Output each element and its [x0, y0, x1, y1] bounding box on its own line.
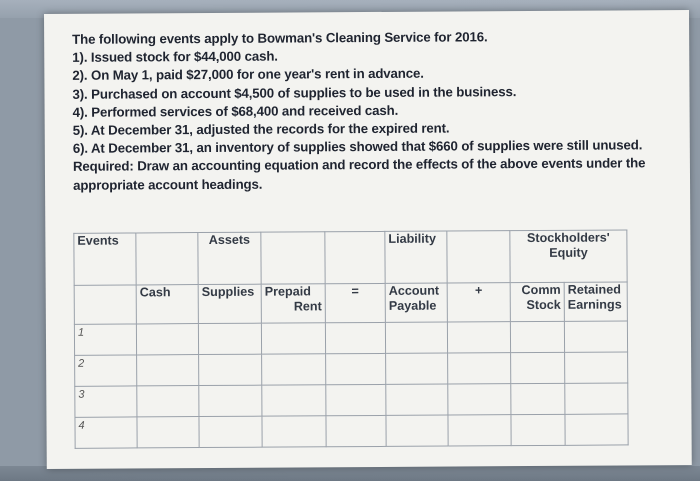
entry-cell[interactable]	[137, 355, 199, 386]
header-assets-label: Assets	[208, 232, 251, 247]
event-number: 2	[78, 357, 85, 370]
table-row	[74, 321, 627, 355]
required-line-2: appropriate account headings.	[72, 176, 263, 193]
worksheet-page	[44, 10, 692, 469]
sub-account-line1: Account	[388, 283, 440, 298]
sub-prepaid-rent	[261, 284, 325, 323]
sub-retained-line1: Retained	[567, 282, 621, 297]
table-row	[75, 352, 628, 386]
entry-cell[interactable]	[385, 322, 447, 353]
entry-cell[interactable]	[198, 323, 261, 354]
event-number: 4	[78, 419, 85, 432]
event-line-3: 3). Purchased on account $4,500 of supplies to be used in the business.	[72, 83, 517, 102]
sub-account-payable	[385, 283, 447, 322]
sub-plus	[447, 283, 510, 322]
entry-cell[interactable]	[199, 416, 262, 447]
sub-prepaid-line2: Rent	[293, 299, 322, 314]
entry-cell[interactable]	[326, 415, 386, 446]
header-empty-1	[261, 232, 325, 284]
sub-equals	[325, 283, 385, 322]
event-line-2: 2). On May 1, paid $27,000 for one year's rent in advance.	[72, 66, 424, 84]
entry-cell[interactable]	[386, 415, 448, 446]
sub-supplies-label: Supplies	[201, 284, 255, 300]
entry-cell[interactable]	[447, 322, 510, 353]
entry-cell[interactable]	[199, 385, 262, 416]
entry-cell[interactable]	[137, 386, 199, 417]
event-number: 3	[78, 388, 85, 401]
header-equity	[510, 230, 627, 283]
equals-sign: =	[351, 284, 359, 299]
header-events	[74, 233, 136, 285]
entry-cell[interactable]	[262, 416, 326, 447]
event-number-cell	[75, 355, 137, 386]
entry-cell[interactable]	[565, 352, 628, 383]
sub-prepaid-line1: Prepaid	[264, 284, 311, 299]
event-line-4: 4). Performed services of $68,400 and received cash.	[72, 102, 399, 120]
event-number-cell	[75, 386, 137, 417]
entry-cell[interactable]	[511, 383, 565, 414]
entry-cell[interactable]	[136, 324, 198, 355]
header-equity-line1: Stockholders'	[526, 230, 610, 246]
accounting-equation-table	[73, 229, 628, 448]
header-empty-2	[325, 231, 385, 283]
entry-cell[interactable]	[448, 384, 511, 415]
header-row	[74, 230, 627, 285]
table-row	[75, 414, 628, 448]
sub-cash	[136, 285, 198, 324]
entry-cell[interactable]	[262, 354, 326, 385]
event-line-1: 1). Issued stock for $44,000 cash.	[72, 48, 278, 66]
sub-comm-line1: Comm	[521, 282, 561, 298]
entry-cell[interactable]	[326, 353, 386, 384]
header-assets-spacer	[136, 233, 198, 285]
entry-cell[interactable]	[448, 353, 511, 384]
sub-comm-line2: Stock	[526, 297, 561, 313]
sub-account-line2: Payable	[388, 298, 437, 313]
required-line-1: Required: Draw an accounting equation and record the effects of the above events under the	[72, 155, 646, 175]
entry-cell[interactable]	[386, 384, 448, 415]
header-empty-3	[447, 231, 510, 283]
header-liability	[385, 231, 447, 283]
event-number: 1	[77, 326, 85, 339]
sub-cash-label: Cash	[139, 285, 171, 300]
event-number-cell	[75, 417, 137, 448]
sub-retained-earnings	[564, 282, 627, 321]
entry-cell[interactable]	[386, 353, 448, 384]
plus-sign: +	[474, 283, 483, 298]
entry-cell[interactable]	[262, 385, 326, 416]
entry-cell[interactable]	[448, 415, 511, 446]
entry-cell[interactable]	[511, 414, 565, 445]
entry-cell[interactable]	[511, 352, 565, 383]
sub-retained-line2: Earnings	[567, 297, 622, 312]
header-events-label: Events	[77, 233, 119, 248]
subheader-row	[74, 282, 627, 324]
entry-cell[interactable]	[565, 383, 628, 414]
header-equity-line2: Equity	[549, 245, 588, 260]
entry-cell[interactable]	[565, 414, 628, 445]
entry-cell[interactable]	[199, 354, 262, 385]
entry-cell[interactable]	[326, 384, 386, 415]
header-liability-label: Liability	[388, 231, 437, 246]
entry-cell[interactable]	[564, 321, 627, 352]
table-row	[75, 383, 628, 417]
sub-supplies	[198, 284, 261, 323]
entry-cell[interactable]	[325, 322, 385, 353]
entry-cell[interactable]	[510, 321, 564, 352]
event-number-cell	[74, 324, 136, 355]
entry-cell[interactable]	[261, 323, 325, 354]
entry-cell[interactable]	[137, 417, 199, 448]
header-assets	[198, 232, 261, 284]
event-line-6: 6). At December 31, an inventory of supplies showed that $660 of supplies were still unused.	[72, 137, 643, 157]
event-line-5: 5). At December 31, adjusted the records for the expired rent.	[72, 120, 450, 138]
problem-intro: The following events apply to Bowman's Cleaning Service for 2016.	[72, 29, 488, 47]
sub-empty-events	[74, 285, 136, 324]
problem-text	[72, 27, 685, 195]
sub-common-stock	[510, 282, 564, 321]
